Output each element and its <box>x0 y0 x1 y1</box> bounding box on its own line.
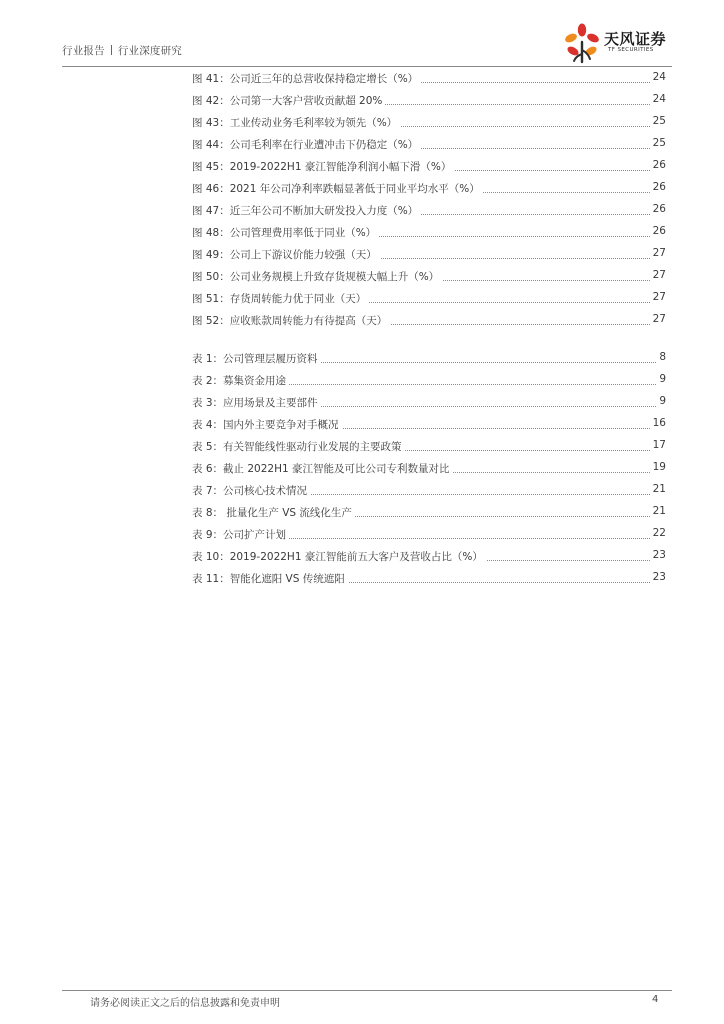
table-toc-entry-label: 表 1：公司管理层履历资料 <box>192 351 321 366</box>
table-toc-entry-page: 22 <box>650 527 666 539</box>
figure-toc-entry-label: 图 44：公司毛利率在行业遭冲击下仍稳定（%） <box>192 137 421 152</box>
table-toc-entry-page: 23 <box>650 549 666 561</box>
figure-toc-entry-page: 27 <box>650 291 666 303</box>
figure-index <box>192 68 666 332</box>
table-toc-entry-label: 表 3：应用场景及主要部件 <box>192 395 321 410</box>
figure-toc-entry-label: 图 45：2019-2022H1 豪江智能净利润小幅下滑（%） <box>192 159 454 174</box>
table-toc-entry[interactable] <box>192 458 666 480</box>
flower-logo-icon <box>560 20 604 64</box>
table-toc-entry-label: 表 10：2019-2022H1 豪江智能前五大客户及营收占比（%） <box>192 549 486 564</box>
table-toc-entry[interactable] <box>192 502 666 524</box>
figure-toc-entry-page: 24 <box>650 93 666 105</box>
logo-english-name: TF SECURITIES <box>608 47 654 53</box>
table-toc-entry-label: 表 6：截止 2022H1 豪江智能及可比公司专利数量对比 <box>192 461 453 476</box>
table-toc-entry-page: 17 <box>650 439 666 451</box>
figure-toc-entry[interactable] <box>192 134 666 156</box>
figure-toc-entry-page: 26 <box>650 181 666 193</box>
table-toc-entry-label: 表 4：国内外主要竞争对手概况 <box>192 417 342 432</box>
figure-toc-entry-page: 26 <box>650 159 666 171</box>
table-toc-entry-label: 表 7：公司核心技术情况 <box>192 483 310 498</box>
figure-toc-entry[interactable] <box>192 222 666 244</box>
figure-toc-entry-label: 图 50：公司业务规模上升致存货规模大幅上升（%） <box>192 269 442 284</box>
table-toc-entry-page: 8 <box>656 351 666 363</box>
figure-toc-entry-page: 24 <box>650 71 666 83</box>
figure-toc-entry-page: 26 <box>650 225 666 237</box>
figure-toc-entry[interactable] <box>192 112 666 134</box>
table-toc-entry[interactable] <box>192 414 666 436</box>
table-toc-entry-label: 表 11：智能化遮阳 VS 传统遮阳 <box>192 571 348 586</box>
table-toc-entry-label: 表 2：募集资金用途 <box>192 373 289 388</box>
table-toc-entry[interactable] <box>192 348 666 370</box>
figure-toc-entry[interactable] <box>192 68 666 90</box>
table-index <box>192 348 666 590</box>
company-logo <box>560 20 672 64</box>
figure-toc-entry[interactable] <box>192 178 666 200</box>
table-toc-entry[interactable] <box>192 370 666 392</box>
table-toc-entry-label: 表 8： 批量化生产 VS 流线化生产 <box>192 505 355 520</box>
figure-toc-entry-page: 25 <box>650 115 666 127</box>
page-number: 4 <box>652 994 659 1005</box>
figure-toc-entry[interactable] <box>192 90 666 112</box>
report-category <box>62 43 182 58</box>
figure-toc-entry[interactable] <box>192 310 666 332</box>
figure-toc-entry-page: 26 <box>650 203 666 215</box>
figure-toc-entry-label: 图 47：近三年公司不断加大研发投入力度（%） <box>192 203 421 218</box>
figure-toc-entry-page: 27 <box>650 313 666 325</box>
figure-toc-entry-label: 图 51：存货周转能力优于同业（天） <box>192 291 369 306</box>
header-divider <box>111 45 112 55</box>
table-toc-entry[interactable] <box>192 436 666 458</box>
table-toc-entry-page: 23 <box>650 571 666 583</box>
table-toc-entry-page: 16 <box>650 417 666 429</box>
figure-toc-entry[interactable] <box>192 200 666 222</box>
table-toc-entry-page: 19 <box>650 461 666 473</box>
footer-disclaimer: 请务必阅读正文之后的信息披露和免责申明 <box>90 998 280 1009</box>
figure-toc-entry-label: 图 42：公司第一大客户营收贡献超 20% <box>192 93 385 108</box>
figure-toc-entry-label: 图 52：应收账款周转能力有待提高（天） <box>192 313 390 328</box>
figure-toc-entry-page: 27 <box>650 269 666 281</box>
figure-toc-entry-label: 图 43：工业传动业务毛利率较为领先（%） <box>192 115 400 130</box>
figure-toc-entry[interactable] <box>192 266 666 288</box>
table-toc-entry[interactable] <box>192 524 666 546</box>
table-toc-entry-page: 9 <box>656 373 666 385</box>
table-toc-entry-label: 表 5：有关智能线性驱动行业发展的主要政策 <box>192 439 405 454</box>
table-toc-entry[interactable] <box>192 480 666 502</box>
header-divider-line <box>62 66 672 67</box>
table-toc-entry[interactable] <box>192 392 666 414</box>
figure-toc-entry-label: 图 41：公司近三年的总营收保持稳定增长（%） <box>192 71 421 86</box>
table-toc-entry-page: 21 <box>650 505 666 517</box>
logo-chinese-name: 天风证券 <box>604 30 667 48</box>
table-toc-entry[interactable] <box>192 568 666 590</box>
figure-toc-entry[interactable] <box>192 288 666 310</box>
figure-toc-entry-label: 图 49：公司上下游议价能力较强（天） <box>192 247 380 262</box>
table-toc-entry-label: 表 9：公司扩产计划 <box>192 527 289 542</box>
figure-toc-entry[interactable] <box>192 244 666 266</box>
figure-toc-entry[interactable] <box>192 156 666 178</box>
figure-toc-entry-label: 图 46：2021 年公司净利率跌幅显著低于同业平均水平（%） <box>192 181 483 196</box>
figure-toc-entry-page: 27 <box>650 247 666 259</box>
table-toc-entry[interactable] <box>192 546 666 568</box>
table-toc-entry-page: 9 <box>656 395 666 407</box>
footer-divider-line <box>62 990 672 991</box>
table-toc-entry-page: 21 <box>650 483 666 495</box>
report-subtype: 行业深度研究 <box>117 45 183 57</box>
page-header <box>62 30 672 64</box>
figure-toc-entry-label: 图 48：公司管理费用率低于同业（%） <box>192 225 379 240</box>
figure-toc-entry-page: 25 <box>650 137 666 149</box>
report-type: 行业报告 <box>62 45 105 57</box>
